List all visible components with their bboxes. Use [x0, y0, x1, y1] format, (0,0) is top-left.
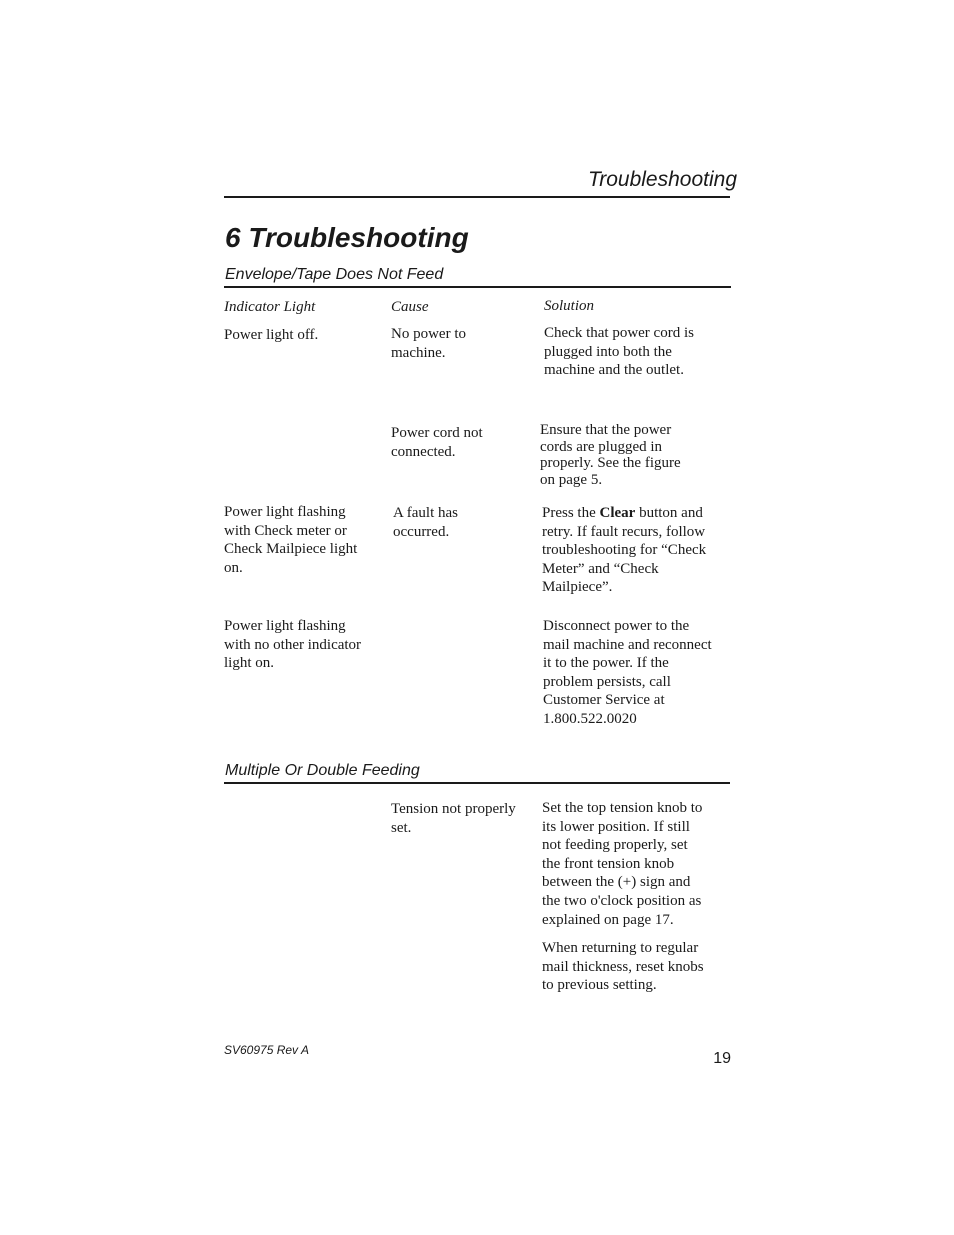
solution-cell: Check that power cord is plugged into both the machine and the outlet. [544, 325, 694, 379]
indicator-cell: Power light flashing with no other indicator light on. [224, 618, 362, 672]
solution-cell: Disconnect power to the mail machine and reconnect it to the power. If the problem persists, call Customer Service at 1.800.522.0020 [543, 618, 712, 727]
document-id: SV60975 Rev A [224, 1043, 309, 1057]
cause-cell: Power cord not connected. [391, 425, 483, 460]
column-header-solution: Solution [544, 298, 595, 314]
header-rule [224, 196, 730, 198]
section-heading: Envelope/Tape Does Not Feed [225, 266, 444, 283]
section-rule [224, 782, 730, 784]
cause-cell: Tension not properly set. [391, 801, 516, 836]
indicator-cell: Power light flashing with Check meter or Check Mailpiece light on. [224, 504, 358, 576]
solution-cell: Set the top tension knob to its lower position. If still not feeding properly, set the front tension knob between the (+) sign and the two o'clock position as explained on page 17. [542, 800, 703, 928]
column-header-indicator: Indicator Light [224, 299, 316, 315]
section-heading: Multiple Or Double Feeding [225, 762, 420, 779]
solution-text: Press the [542, 505, 600, 521]
indicator-cell: Power light off. [224, 327, 319, 343]
solution-text: button and retry. If fault recurs, follow troubleshooting for “Check Meter” and “Check Mailpiece”. [542, 505, 707, 596]
section-rule [224, 286, 731, 288]
cause-cell: A fault has occurred. [393, 505, 458, 540]
clear-button-reference: Clear [599, 505, 636, 521]
solution-cell [542, 504, 706, 597]
page-number: 19 [713, 1050, 731, 1067]
column-header-cause: Cause [391, 299, 429, 315]
cause-cell: No power to machine. [391, 326, 466, 361]
chapter-title: 6 Troubleshooting [225, 222, 469, 253]
running-header: Troubleshooting [587, 168, 737, 191]
solution-cell: Ensure that the power cords are plugged in properly. See the figure on page 5. [540, 422, 681, 488]
solution-note: When returning to regular mail thickness, reset knobs to previous setting. [542, 940, 704, 994]
